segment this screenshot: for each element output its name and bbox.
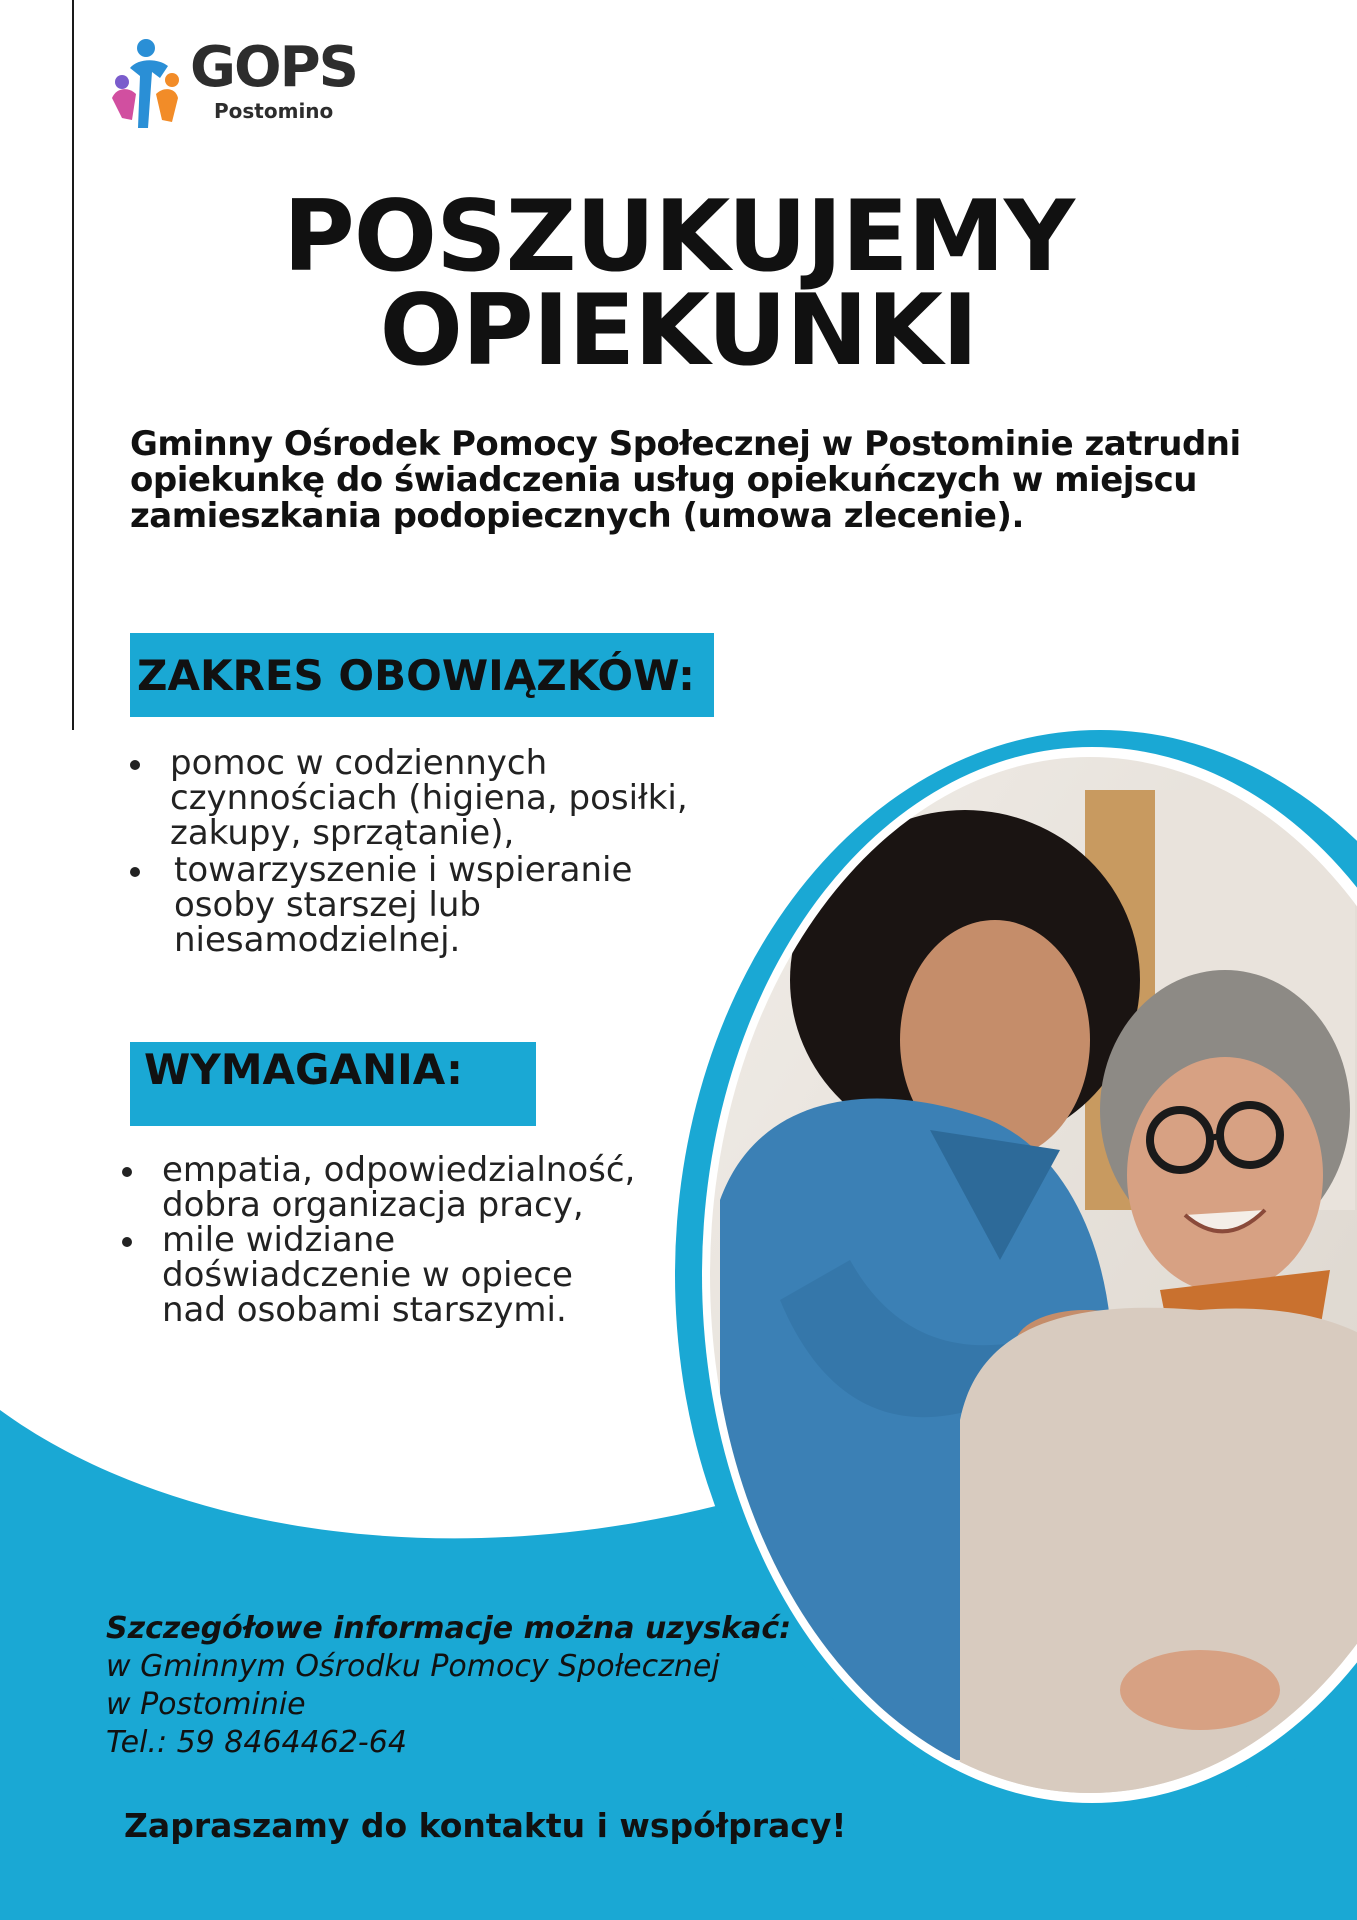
title-line-2: OPIEKUNKI	[379, 274, 978, 388]
contact-info	[106, 1610, 791, 1762]
logo-name: GOPS	[190, 35, 357, 100]
contact-line-1: w Gminnym Ośrodku Pomocy Społecznej	[106, 1649, 720, 1684]
title-line-1: POSZUKUJEMY	[282, 180, 1075, 294]
requirements-heading: WYMAGANIA:	[144, 1045, 463, 1094]
requirements-list	[122, 1150, 682, 1330]
duties-heading: ZAKRES OBOWIĄZKÓW:	[137, 651, 695, 700]
duties-list	[130, 743, 730, 960]
page-title	[0, 180, 1357, 388]
closing-invitation: Zapraszamy do kontaktu i współpracy!	[124, 1806, 847, 1845]
list-item: pomoc w codziennych czynnościach (higiena, posiłki, zakupy, sprzątanie),	[130, 746, 730, 851]
contact-phone: Tel.: 59 8464462-64	[106, 1725, 407, 1760]
contact-line-2: w Postominie	[106, 1687, 306, 1722]
intro-paragraph: Gminny Ośrodek Pomocy Społecznej w Postominie zatrudni opiekunkę do świadczenia usług opiekuńczych w miejscu zamieszkania podopiecznych (umowa zlecenie).	[130, 424, 1241, 536]
list-item: towarzyszenie i wspieranie osoby starszej lub niesamodzielnej.	[130, 853, 730, 958]
contact-heading: Szczegółowe informacje można uzyskać:	[106, 1611, 792, 1646]
list-item: mile widziane doświadczenie w opiece nad osobami starszymi.	[122, 1223, 622, 1328]
list-item: empatia, odpowiedzialność, dobra organizacja pracy,	[122, 1153, 682, 1223]
logo-subtitle: Postomino	[214, 99, 334, 123]
